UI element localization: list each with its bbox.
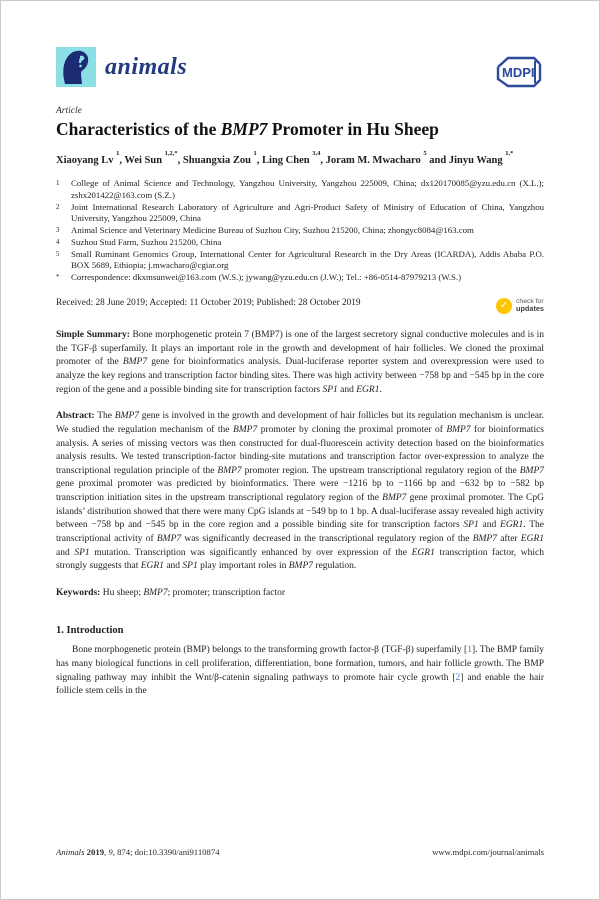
abstract: Abstract: The BMP7 gene is involved in the growth and development of hair follicles but its regulation mechanism is unclear. We studied the regulation mechanism of the BMP7 promoter by cloning the proximal promoter of BMP7 for bioinformatics analysis. A series of missing vectors was then constructed for dual-fluorescein activity detection based on the bioinformatics analysis results. We tested transcription-factor binding-site mutations and transcription factor over-expression to analyze the transcriptional regulation principle of the BMP7 promoter region. The upstream transcriptional regulatory region of the BMP7 gene proximal promoter was predicted by bioinformatics. There were −1216 bp to −1166 bp and −632 bp to −582 bp transcription initiation sites in the upstream transcriptional regulatory region of the BMP7 gene proximal promoter. The CpG islands’ distribution showed that there were many CpG islands at −549 bp to 1 bp. A dual-luciferase assay revealed high activity between −758 bp and −545 bp in the core region and a possible binding site for transcription factors SP1 and EGR1. The transcriptional activity of BMP7 was significantly decreased in the transcriptional regulatory region of the BMP7 after EGR1 and SP1 mutation. Transcription was significantly enhanced by over expression of the EGR1 transcription factor, which strongly suggests that EGR1 and SP1 play important roles in BMP7 regulation. <box>56 411 545 572</box>
affiliation-marker: 3 <box>56 226 60 235</box>
affiliation-marker: 2 <box>56 202 60 211</box>
page-header <box>56 47 544 91</box>
affiliation-item <box>56 225 544 237</box>
check-icon: ✓ <box>496 298 512 314</box>
correspondence-marker: * <box>56 272 60 281</box>
affiliation-text: Small Ruminant Genomics Group, International Center for Agricultural Research in the Dry Areas (ICARDA), Addis Ababa P.O. BOX 5689, Ethiopia; j.mwacharo@cgiar.org <box>71 248 544 271</box>
affiliation-text: Joint International Research Laboratory of Agriculture and Agri-Product Safety of Ministry of Education of China, Yangzhou University, Yangzhou 225009, China <box>71 201 544 224</box>
affiliations-block <box>56 178 544 283</box>
journal-url-link[interactable]: www.mdpi.com/journal/animals <box>432 847 544 857</box>
keywords: Keywords: Hu sheep; BMP7; promoter; transcription factor <box>56 587 286 598</box>
check-for-updates-line1: check for <box>516 297 544 305</box>
sheep-silhouette-icon <box>56 47 96 87</box>
mdpi-logo-text: MDPI <box>502 65 535 80</box>
affiliation-text: Animal Science and Veterinary Medicine Bureau of Suzhou City, Suzhou 215200, China; zhongyc8084@163.com <box>71 225 474 236</box>
introduction-paragraph: Bone morphogenetic protein (BMP) belongs to the transforming growth factor-β (TGF-β) superfamily [1]. The BMP family has many biological functions in cell proliferation, differentiation, bone formation, tumors, and hair follicle growth. The BMP signaling pathway may inhibit the Wnt/β-catenin signaling pathways to promote hair cycle growth [2] and enable the hair follicle stem cells in the <box>56 645 544 697</box>
citation-doi: Animals 2019, 9, 874; doi:10.3390/ani9110874 <box>56 847 220 857</box>
affiliation-text: College of Animal Science and Technology, Yangzhou University, Yangzhou 225009, China; dx120170085@yzu.edu.cn (X.L.); zshx201422@163.com (S.Z.) <box>71 178 544 201</box>
affiliation-item <box>56 202 544 225</box>
affiliation-item <box>56 249 544 272</box>
affiliation-marker: 1 <box>56 179 60 188</box>
correspondence-text: Correspondence: dkxmsunwei@163.com (W.S.); jywang@yzu.edu.cn (J.W.); Tel.: +86-0514-87979213 (W.S.) <box>71 271 462 282</box>
paper-title: Characteristics of the BMP7 Promoter in Hu Sheep <box>56 119 439 139</box>
affiliation-text: Suzhou Stud Farm, Suzhou 215200, China <box>71 236 222 247</box>
reference-link[interactable]: 2 <box>455 672 461 683</box>
page-footer <box>56 847 544 857</box>
check-for-updates-line2: updates <box>516 304 544 314</box>
article-type-label: Article <box>56 106 82 116</box>
reference-link[interactable]: 1 <box>467 645 472 656</box>
affiliation-marker: 4 <box>56 237 60 246</box>
affiliation-item <box>56 178 544 201</box>
journal-name: animals <box>105 53 188 80</box>
correspondence-item <box>56 272 544 284</box>
journal-logo <box>56 47 187 87</box>
affiliation-item <box>56 237 544 249</box>
author-list: Xiaoyang Lv $^1$, Wei Sun $^{1,2,*}$, Shuangxia Zou $^1$, Ling Chen $^{3,4}$, Joram M. Mwacharo $^5$ and Jinyu Wang $^{1,*}$ <box>56 150 514 166</box>
mdpi-logo-icon <box>494 53 544 91</box>
dates-row <box>56 298 544 315</box>
received-accepted-published: Received: 28 June 2019; Accepted: 11 October 2019; Published: 28 October 2019 <box>56 297 361 308</box>
check-for-updates-badge[interactable] <box>496 298 544 315</box>
affiliation-marker: 5 <box>56 249 60 258</box>
section-heading-introduction: 1. Introduction <box>56 625 124 637</box>
simple-summary: Simple Summary: Bone morphogenetic protein 7 (BMP7) is one of the largest secretory signal conductive molecules and is in the TGF-β superfamily. It plays an important role in the growth and development of hair follicles. We cloned the proximal promoter of the BMP7 gene for bioinformatics analysis. Dual-luciferase reporter system and overexpression were used to analyze the key regions and transcription factor binding sites. There was high activity between −758 bp and −545 bp in the core region of the gene and a possible binding site for transcription factors SP1 and EGR1. <box>56 330 545 395</box>
